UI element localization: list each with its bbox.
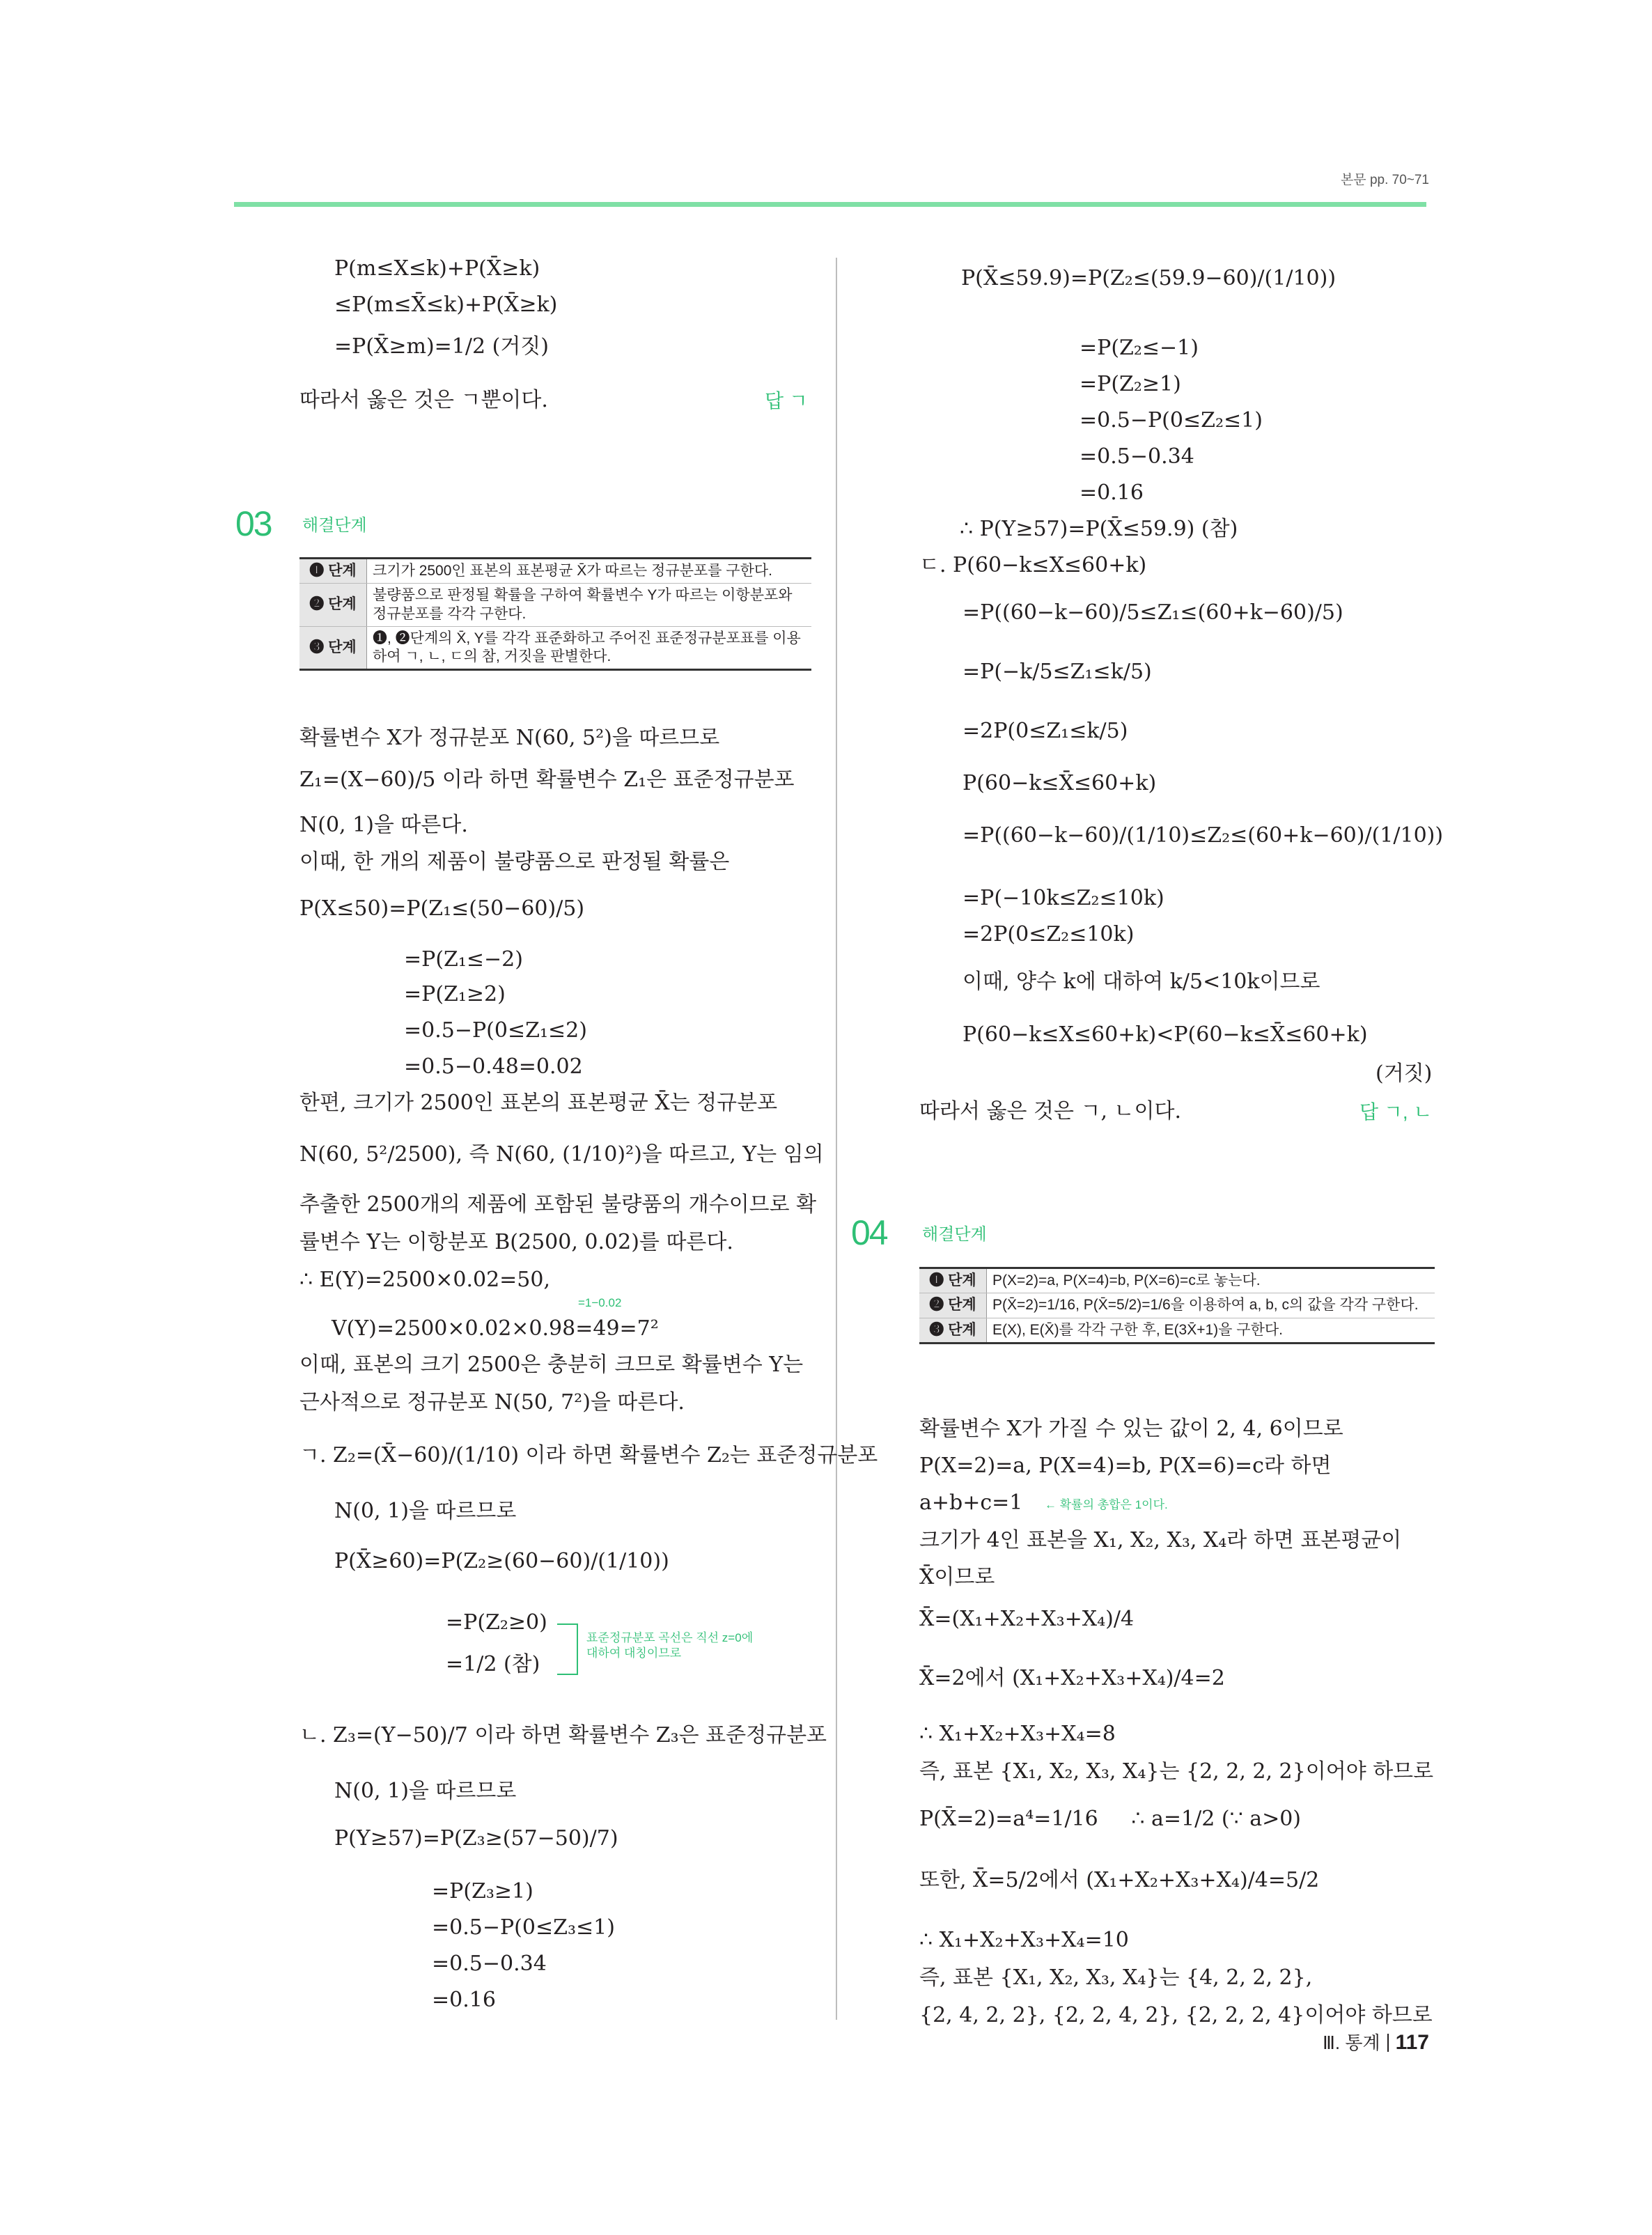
body-line: 추출한 2500개의 제품에 포함된 불량품의 개수이므로 확 (299, 1192, 817, 1217)
step-row (299, 626, 811, 670)
body-line: V(Y)=2500×0.02×0.98=49=7² (332, 1316, 659, 1341)
solution-line: =2P(0≤Z₂≤10k) (963, 922, 1135, 947)
body-line: P(Y≥57)=P(Z₃≥(57−50)/7) (334, 1826, 618, 1851)
step-row (919, 1293, 1435, 1318)
body-line: =0.5−0.34 (432, 1952, 547, 1976)
step-label: ❶ 단계 (919, 1268, 987, 1293)
solution-line: P(60−k≤X̄≤60+k) (963, 771, 1157, 795)
step-text: P(X=2)=a, P(X=4)=b, P(X=6)=c로 놓는다. (987, 1268, 1435, 1293)
solution-line: ∴ P(Y≥57)=P(X̄≤59.9) (참) (960, 517, 1238, 541)
step-text: ❶, ❷단계의 X̄, Y를 각각 표준화하고 주어진 표준정규분포표를 이용하여 ㄱ, ㄴ, ㄷ의 참, 거짓을 판별한다. (367, 626, 812, 670)
body-line: Z₁=(X−60)/5 이라 하면 확률변수 Z₁은 표준정규분포 (299, 768, 795, 792)
body-line: N(0, 1)을 따르므로 (334, 1779, 517, 1803)
annotation-bracket (557, 1623, 578, 1675)
body-line: =1/2 (참) (446, 1652, 540, 1676)
body-line: 즉, 표본 {X₁, X₂, X₃, X₄}는 {4, 2, 2, 2}, (919, 1965, 1313, 1990)
page-reference: 본문 pp. 70~71 (1340, 173, 1429, 187)
solution-line: ≤P(m≤X̄≤k)+P(X̄≥k) (334, 293, 558, 317)
body-line: ∴ X₁+X₂+X₃+X₄=10 (919, 1928, 1129, 1952)
solution-line: =0.5−P(0≤Z₂≤1) (1080, 408, 1263, 433)
body-line: =P(Z₃≥1) (432, 1879, 533, 1903)
body-line: P(X=2)=a, P(X=4)=b, P(X=6)=c라 하면 (919, 1454, 1332, 1478)
body-line: P(X≤50)=P(Z₁≤(50−60)/5) (299, 896, 585, 921)
section-title: 해결단계 (922, 1225, 987, 1244)
body-line: =0.5−P(0≤Z₁≤2) (404, 1018, 587, 1043)
body-line: =P(Z₁≤−2) (404, 947, 523, 972)
body-line: =0.5−P(0≤Z₃≤1) (432, 1915, 615, 1940)
page-number: 117 (1395, 2031, 1429, 2054)
body-line: P(X̄≥60)=P(Z₂≥(60−60)/(1/10)) (334, 1549, 669, 1573)
body-line: X̄=(X₁+X₂+X₃+X₄)/4 (919, 1607, 1135, 1631)
solution-line: (거짓) (1376, 1061, 1433, 1086)
solution-line: P(m≤X≤k)+P(X̄≥k) (334, 256, 540, 281)
solution-line: =P((60−k−60)/(1/10)≤Z₂≤(60+k−60)/(1/10)) (963, 823, 1444, 848)
solution-line: 이때, 양수 k에 대하여 k/5<10k이므로 (963, 969, 1320, 994)
page-footer (1323, 2029, 1429, 2055)
body-line: P(X̄=2)=a⁴=1/16 ∴ a=1/2 (∵ a>0) (919, 1807, 1302, 1831)
solution-line: P(X̄≤59.9)=P(Z₂≤(59.9−60)/(1/10)) (961, 266, 1337, 290)
annotation-note: =1−0.02 (578, 1296, 622, 1309)
body-line: 이때, 표본의 크기 2500은 충분히 크므로 확률변수 Y는 (299, 1353, 804, 1377)
step-row (299, 559, 811, 584)
annotation-note: 표준정규분포 곡선은 직선 z=0에 대하여 대칭이므로 (586, 1631, 754, 1660)
body-line: ㄱ. Z₂=(X̄−60)/(1/10) 이라 하면 확률변수 Z₂는 표준정규분포 (299, 1443, 878, 1467)
body-line: =0.5−0.48=0.02 (404, 1054, 583, 1079)
body-line: 즉, 표본 {X₁, X₂, X₃, X₄}는 {2, 2, 2, 2}이어야 하므로 (919, 1759, 1434, 1784)
footer-separator (1387, 2034, 1389, 2052)
step-label: ❷ 단계 (919, 1293, 987, 1318)
body-line: 이때, 한 개의 제품이 불량품으로 판정될 확률은 (299, 850, 730, 874)
body-line: 또한, X̄=5/2에서 (X₁+X₂+X₃+X₄)/4=5/2 (919, 1868, 1320, 1892)
answer-label: 답 ㄱ, ㄴ (1359, 1101, 1433, 1123)
body-line: =P(Z₂≥0) (446, 1610, 547, 1635)
step-text: 불량품으로 판정될 확률을 구하여 확률변수 Y가 따르는 이항분포와 정규분포를 각각 구한다. (367, 584, 812, 627)
body-line: ∴ E(Y)=2500×0.02=50, (299, 1268, 550, 1292)
body-line: =P(Z₁≥2) (404, 982, 506, 1006)
problem-number: 04 (851, 1213, 887, 1252)
conclusion-line: 따라서 옳은 것은 ㄱ뿐이다. (299, 388, 548, 412)
problem-number: 03 (235, 504, 272, 543)
solution-line: =P(−k/5≤Z₁≤k/5) (963, 660, 1152, 684)
body-line: N(60, 5²/2500), 즉 N(60, (1/10)²)을 따르고, Y는 임의 (299, 1142, 824, 1167)
annotation-note: ← 확률의 총합은 1이다. (1045, 1498, 1168, 1511)
solution-line: =P(Z₂≥1) (1080, 372, 1181, 396)
header-rule (234, 202, 1426, 207)
body-line: =0.16 (432, 1988, 496, 2012)
solution-line: =2P(0≤Z₁≤k/5) (963, 719, 1128, 743)
chapter-label: Ⅲ. 통계 (1322, 2032, 1380, 2053)
solution-line: =0.16 (1080, 481, 1144, 505)
step-text: P(X̄=2)=1/16, P(X̄=5/2)=1/6을 이용하여 a, b, c의 값을 각각 구한다. (987, 1293, 1435, 1318)
body-line: 확률변수 X가 정규분포 N(60, 5²)을 따르므로 (299, 726, 720, 750)
body-line: 크기가 4인 표본을 X₁, X₂, X₃, X₄라 하면 표본평균이 (919, 1528, 1402, 1552)
body-line: {2, 4, 2, 2}, {2, 2, 4, 2}, {2, 2, 2, 4}이어야 하므로 (919, 2003, 1433, 2027)
answer-label: 답 ㄱ (765, 390, 808, 412)
solution-line: P(60−k≤X≤60+k)<P(60−k≤X̄≤60+k) (963, 1022, 1368, 1047)
body-line: 률변수 Y는 이항분포 B(2500, 0.02)를 따른다. (299, 1230, 733, 1254)
body-line: ∴ X₁+X₂+X₃+X₄=8 (919, 1722, 1116, 1746)
body-line: 한편, 크기가 2500인 표본의 표본평균 X̄는 정규분포 (299, 1091, 778, 1115)
step-table (919, 1267, 1435, 1344)
step-row (919, 1318, 1435, 1343)
step-table (299, 557, 811, 671)
conclusion-line: 따라서 옳은 것은 ㄱ, ㄴ이다. (919, 1099, 1181, 1123)
step-label: ❶ 단계 (299, 559, 367, 584)
column-divider (836, 258, 837, 2020)
solution-line: =0.5−0.34 (1080, 444, 1194, 469)
solution-line: =P(Z₂≤−1) (1080, 336, 1199, 360)
solution-line: ㄷ. P(60−k≤X≤60+k) (919, 553, 1147, 577)
body-line: 근사적으로 정규분포 N(50, 7²)을 따른다. (299, 1390, 685, 1415)
body-line: X̄이므로 (919, 1565, 995, 1589)
step-text: 크기가 2500인 표본의 표본평균 X̄가 따르는 정규분포를 구한다. (367, 559, 812, 584)
step-label: ❸ 단계 (299, 626, 367, 670)
body-line: X̄=2에서 (X₁+X₂+X₃+X₄)/4=2 (919, 1666, 1225, 1690)
body-line: 확률변수 X가 가질 수 있는 값이 2, 4, 6이므로 (919, 1417, 1343, 1441)
step-text: E(X), E(X̄)를 각각 구한 후, E(3X̄+1)을 구한다. (987, 1318, 1435, 1343)
body-line: ㄴ. Z₃=(Y−50)/7 이라 하면 확률변수 Z₃은 표준정규분포 (299, 1723, 827, 1747)
section-title: 해결단계 (302, 516, 367, 535)
step-row (299, 584, 811, 627)
body-line: N(0, 1)을 따른다. (299, 813, 468, 837)
step-label: ❸ 단계 (919, 1318, 987, 1343)
solution-line: =P(X̄≥m)=1/2 (거짓) (334, 334, 549, 359)
body-line: a+b+c=1 (919, 1490, 1023, 1515)
step-label: ❷ 단계 (299, 584, 367, 627)
solution-line: =P((60−k−60)/5≤Z₁≤(60+k−60)/5) (963, 600, 1343, 625)
solution-line: =P(−10k≤Z₂≤10k) (963, 886, 1164, 910)
body-line: N(0, 1)을 따르므로 (334, 1499, 517, 1523)
step-row (919, 1268, 1435, 1293)
